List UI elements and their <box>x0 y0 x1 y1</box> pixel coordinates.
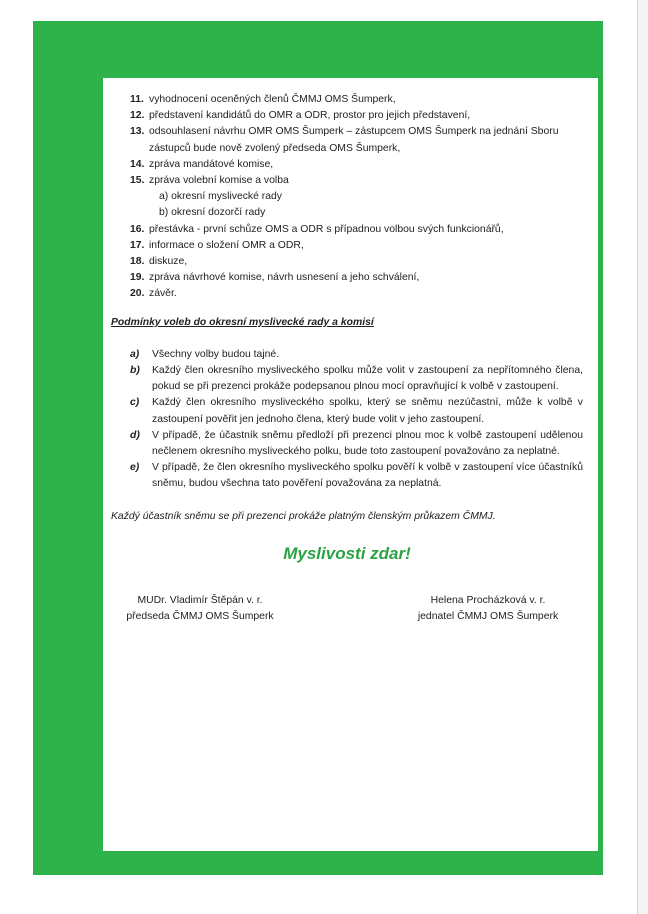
signature-role: jednatel ČMMJ OMS Šumperk <box>417 611 559 623</box>
condition-text: Každý člen okresního mysliveckého spolku, který se sněmu nezúčastní, může k volbě v zastoupení pověřit jen jednoho člena, který bude volit v jeho zastoupení. <box>152 397 583 425</box>
agenda-subitem: b) okresní dozorčí rady <box>159 207 266 219</box>
agenda-item <box>111 238 583 254</box>
agenda-item-number: 11. <box>130 94 144 105</box>
agenda-item-number: 14. <box>130 158 145 170</box>
membership-note: Každý účastník sněmu se při prezenci prokáže platným členským průkazem ČMMJ. <box>111 510 496 522</box>
agenda-list <box>111 92 583 303</box>
agenda-item-number: 18. <box>130 256 145 268</box>
agenda-item-number: 15. <box>130 175 145 187</box>
viewer-scrollbar-track[interactable] <box>638 0 648 914</box>
agenda-subitem: a) okresní myslivecké rady <box>159 191 282 203</box>
condition-label: d) <box>130 429 140 441</box>
agenda-item <box>111 108 583 124</box>
condition-label: c) <box>130 397 140 409</box>
agenda-item-text: zpráva mandátové komise, <box>149 158 274 170</box>
agenda-item <box>111 286 583 302</box>
agenda-item <box>111 254 583 270</box>
signatures <box>111 593 583 627</box>
agenda-item-text: přestávka - první schůze OMS a ODR s případnou volbou svých funkcionářů, <box>149 223 504 235</box>
condition-item <box>111 428 583 460</box>
agenda-item-text: zpráva volební komise a volba <box>149 175 289 187</box>
agenda-item-text: odsouhlasení návrhu OMR OMS Šumperk – zástupcem OMS Šumperk na jednání Sboru zástupců bude nově zvolený předseda OMS Šumperk, <box>149 126 559 154</box>
condition-item <box>111 347 583 363</box>
signature-name: Helena Procházková v. r. <box>430 594 546 606</box>
condition-text: Všechny volby budou tajné. <box>152 348 280 360</box>
agenda-item <box>111 173 583 189</box>
condition-label: a) <box>130 348 140 360</box>
agenda-item <box>111 92 583 108</box>
agenda-item-text: představení kandidátů do OMR a ODR, prostor pro jejich představení, <box>149 110 471 122</box>
agenda-item-number: 16. <box>130 223 145 235</box>
green-page-border <box>33 21 603 875</box>
signature-secretary <box>397 593 579 625</box>
agenda-item-number: 13. <box>130 126 145 138</box>
agenda-item <box>111 157 583 173</box>
conditions-list <box>111 347 583 493</box>
agenda-item-number: 20. <box>130 288 145 300</box>
section-heading: Podmínky voleb do okresní myslivecké rady a komisí <box>111 316 374 328</box>
condition-text: V případě, že účastník sněmu předloží při prezenci plnou moc k volbě zastoupení udělenou nečlenem okresního mysliveckého polku, bude toto zastoupení považováno za neplatné. <box>152 429 583 458</box>
agenda-item-number: 17. <box>130 239 145 251</box>
agenda-item-text: informace o složení OMR a ODR, <box>149 239 304 251</box>
condition-text: V případě, že člen okresního mysliveckého spolku pověří k volbě v zastoupení více účastníků sněmu, budou všechna tato pověření považována za neplatná. <box>152 462 583 490</box>
agenda-item <box>111 124 583 156</box>
signature-name: MUDr. Vladimír Štěpán v. r. <box>137 594 263 606</box>
condition-label: e) <box>130 462 140 474</box>
agenda-item <box>111 222 583 238</box>
agenda-item-text: závěr. <box>149 288 177 300</box>
agenda-item-number: 19. <box>130 272 145 284</box>
signature-chairman <box>111 593 289 625</box>
condition-item <box>111 460 583 492</box>
greeting: Myslivosti zdar! <box>283 543 411 563</box>
page-content <box>111 92 583 627</box>
condition-item <box>111 395 583 427</box>
condition-label: b) <box>130 365 140 377</box>
agenda-item-text: diskuze, <box>149 256 188 268</box>
condition-item <box>111 363 583 395</box>
agenda-item-text: zpráva návrhové komise, návrh usnesení a jeho schválení, <box>149 272 420 284</box>
agenda-item <box>111 270 583 286</box>
condition-text: Každý člen okresního mysliveckého spolku může volit v zastoupení za nepřítomného člena, pokud se při prezenci prokáže podepsanou plnou mocí opravňující k volbě v zastoupení. <box>152 365 583 393</box>
document-page <box>103 78 598 851</box>
agenda-item-number: 12. <box>130 110 145 122</box>
signature-role: předseda ČMMJ OMS Šumperk <box>126 611 274 623</box>
agenda-item-text: vyhodnocení oceněných členů ČMMJ OMS Šumperk, <box>149 94 396 105</box>
